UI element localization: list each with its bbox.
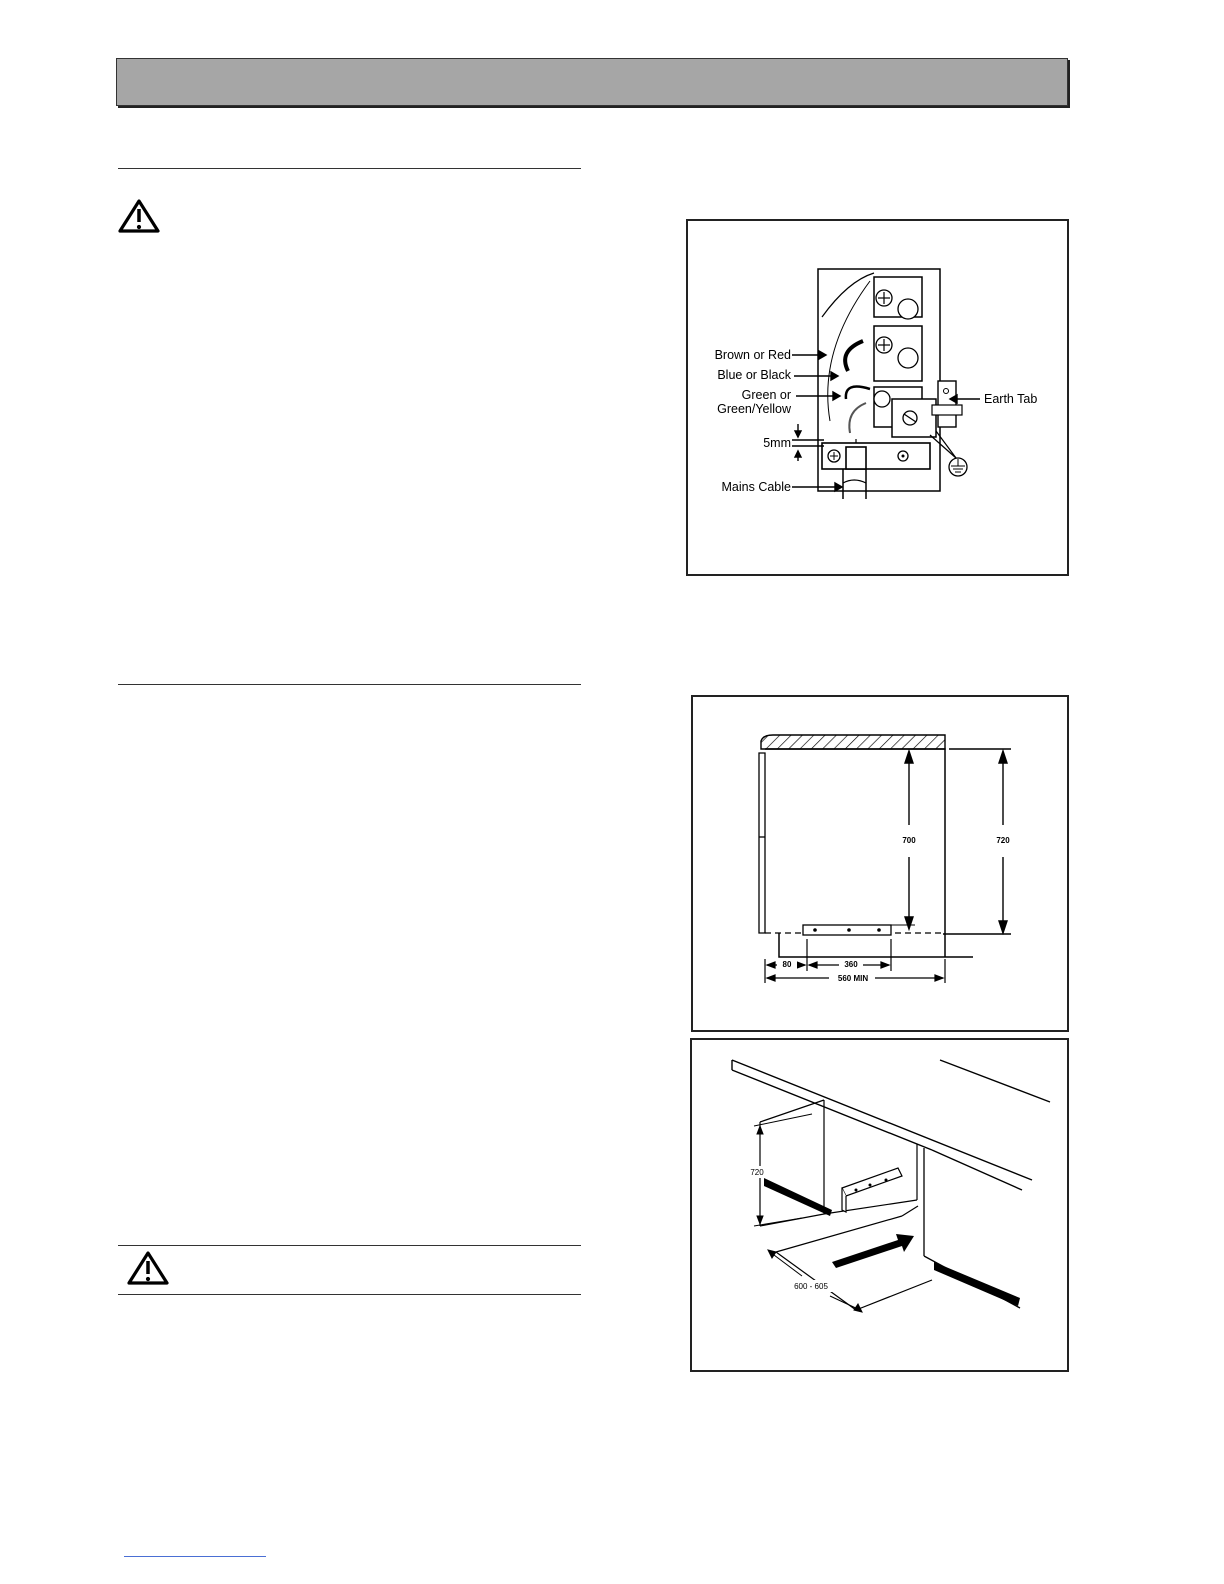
warning-box-top-rule: [118, 1245, 581, 1246]
dim-600-605: 600 - 605: [794, 1282, 828, 1291]
dim-700: 700: [902, 836, 916, 845]
warning-box-bottom-rule: [118, 1294, 581, 1295]
section-divider: [118, 168, 581, 169]
electrical-connection-figure: [686, 219, 1069, 576]
section-divider: [118, 684, 581, 685]
label-earth-tab: Earth Tab: [984, 392, 1038, 406]
installation-figure: [690, 1038, 1069, 1372]
dimensions-figure: [691, 695, 1069, 1032]
warning-triangle-icon: [126, 1250, 170, 1291]
footer-link-underline[interactable]: [124, 1556, 266, 1557]
label-mains-cable: Mains Cable: [721, 480, 791, 494]
label-green-or: Green or: [741, 388, 791, 402]
warning-triangle-icon: [117, 198, 161, 239]
label-5mm: 5mm: [763, 436, 791, 450]
dim-80: 80: [782, 960, 792, 969]
dim-560-min: 560 MIN: [837, 974, 869, 983]
label-green-yellow: Green/Yellow: [717, 402, 791, 416]
dim-360: 360: [844, 960, 858, 969]
dim-720: 720: [996, 836, 1010, 845]
page-header-bar: [116, 58, 1068, 106]
label-blue-or-black: Blue or Black: [717, 368, 791, 382]
dim-720: 720: [750, 1168, 764, 1177]
label-brown-or-red: Brown or Red: [714, 348, 791, 362]
